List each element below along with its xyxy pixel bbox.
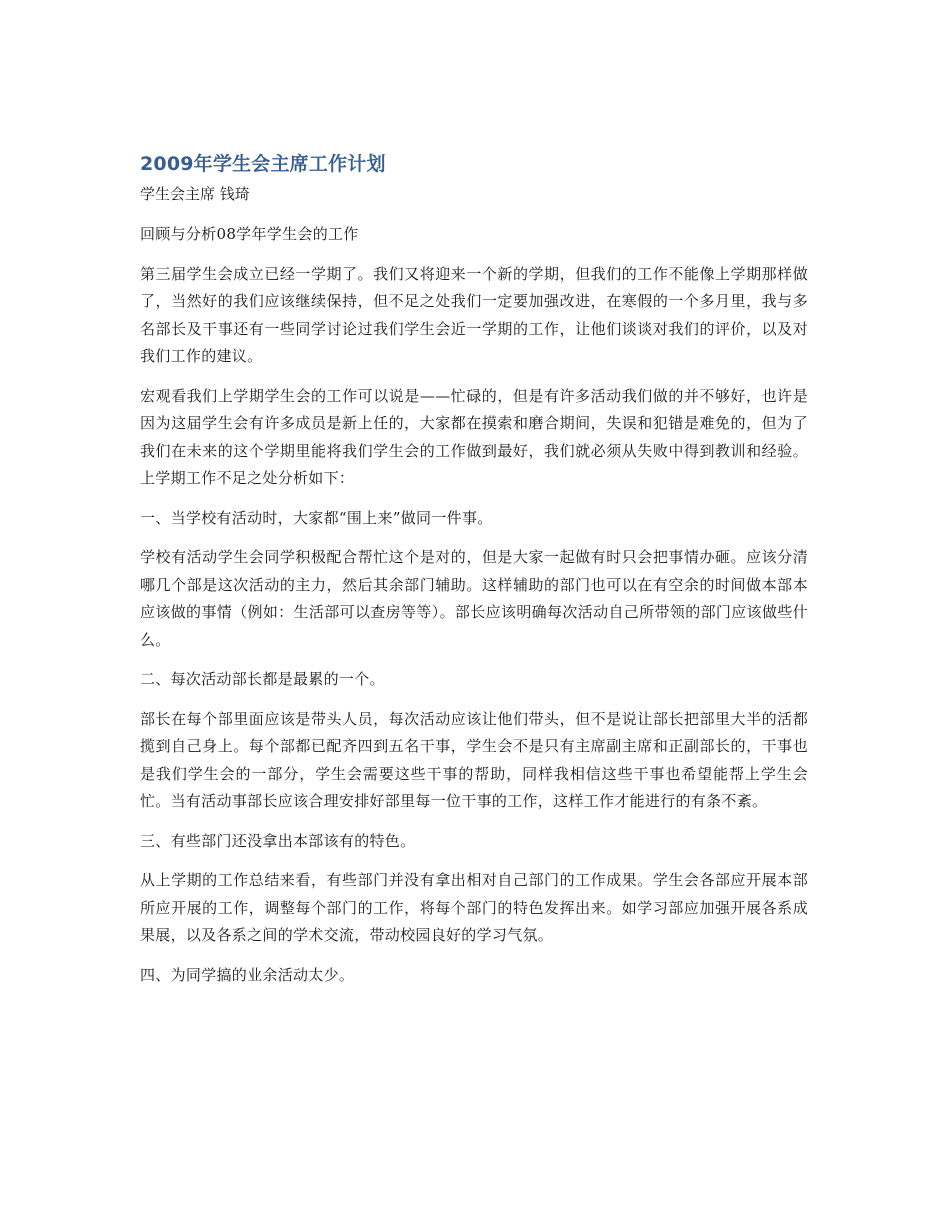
paragraph: 第三届学生会成立已经一学期了。我们又将迎来一个新的学期，但我们的工作不能像上学期那样做了，当然好的我们应该继续保持，但不足之处我们一定要加强改进，在寒假的一个多月里，我与多名部长及干事还有一些同学讨论过我们学生会近一学期的工作，让他们谈谈对我们的评价，以及对我们工作的建议。 <box>140 264 808 365</box>
paragraph: 宏观看我们上学期学生会的工作可以说是——忙碌的，但是有许多活动我们做的并不够好，也许是因为这届学生会有许多成员是新上任的，大家都在摸索和磨合期间，失误和犯错是难免的，但为了我们在未来的这个学期里能将我们学生会的工作做到最好，我们就必须从失败中得到教训和经验。上学期工作不足之处分析如下： <box>140 386 808 487</box>
document-page <box>140 150 808 989</box>
paragraph: 学校有活动学生会同学积极配合帮忙这个是对的，但是大家一起做有时只会把事情办砸。应该分清哪几个部是这次活动的主力，然后其余部门辅助。这样辅助的部门也可以在有空余的时间做本部本应该做的事情（例如：生活部可以查房等等）。部长应该明确每次活动自己所带领的部门应该做些什么。 <box>140 548 808 649</box>
paragraph: 从上学期的工作总结来看，有些部门并没有拿出相对自己部门的工作成果。学生会各部应开展本部所应开展的工作，调整每个部门的工作，将每个部门的特色发挥出来。如学习部应加强开展各系成果展，以及各系之间的学术交流，带动校园良好的学习气氛。 <box>140 871 808 944</box>
document-author: 学生会主席 钱琦 <box>140 185 250 203</box>
paragraph: 部长在每个部里面应该是带头人员，每次活动应该让他们带头，但不是说让部长把部里大半的活都揽到自己身上。每个部都已配齐四到五名干事，学生会不是只有主席副主席和正副部长的，干事也是我们学生会的一部分，学生会需要这些干事的帮助，同样我相信这些干事也希望能帮上学生会忙。当有活动事部长应该合理安排好部里每一位干事的工作，这样工作才能进行的有条不紊。 <box>140 709 808 810</box>
section-heading: 四、为同学搞的业余活动太少。 <box>140 965 355 984</box>
document-title: 2009年学生会主席工作计划 <box>140 153 386 175</box>
section-heading: 二、每次活动部长都是最累的一个。 <box>140 670 385 688</box>
section-heading: 一、当学校有活动时，大家都“围上来”做同一件事。 <box>140 508 493 527</box>
paragraph: 回顾与分析08学年学生会的工作 <box>140 225 359 243</box>
section-heading: 三、有些部门还没拿出本部该有的特色。 <box>140 831 416 850</box>
